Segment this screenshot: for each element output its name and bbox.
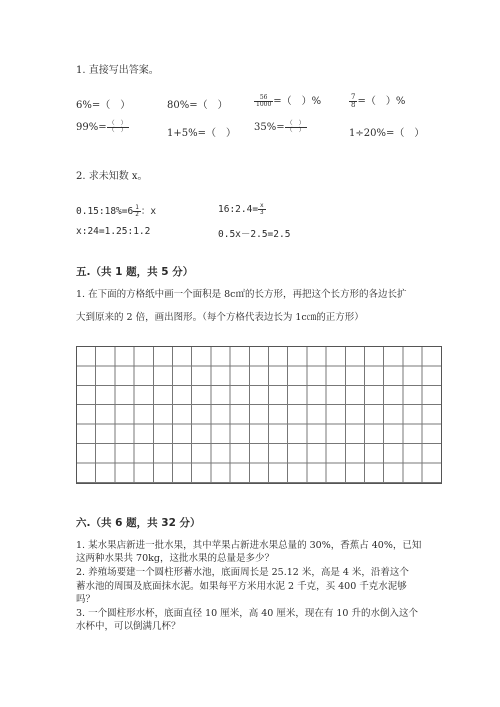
q1-item-2: 80%=（ ） [167,100,228,111]
section-6-line-1: 1. 某水果店新进一批水果，其中苹果占新进水果总量的 30%，香蕉占 40%，已知 [76,540,422,551]
section-6-heading: 六.（共 6 题，共 32 分） [76,517,201,529]
q1-item-6: 1+5%=（ ） [167,128,236,139]
section-5-line-2: 大到原来的 2 倍，画出图形。（每个方格代表边长为 1c㎝的正方形） [76,312,364,323]
q2-title: 2. 求未知数 x。 [76,171,148,182]
fraction: $\frac{x}{3}$ [260,202,264,216]
q1-item-5: 99%= $\frac{( )}{( )}$ [76,120,127,134]
q1-item-1: 6%=（ ） [76,100,131,111]
section-6-line-4: 蓄水池的周围及底面抹水泥。如果每平方米用水泥 2 千克，买 400 千克水泥够 [76,581,407,592]
q1-item-4: $\frac{7}{8}$ =（ ）% [351,93,406,109]
q2-equation-2: 16:2.4= $\frac{x}{3}$ [218,202,264,216]
section-6-line-7: 水杯中，可以倒满几杯？ [76,621,181,632]
fraction: $\frac{7}{8}$ [351,93,356,109]
q2-equation-3: x:24=1.25:1.2 [76,226,151,237]
fraction: $\frac{1}{2}$ [135,204,139,218]
square-grid [76,346,442,484]
q2-equation-1: 0.15:18%=6 $\frac{1}{2}$ ：x [76,204,157,218]
fraction: $\frac{( )}{( )}$ [108,120,127,134]
section-6-line-2: 这两种水果共 70kg，这批水果的总量是多少？ [76,553,274,564]
fraction: $\frac{( )}{( )}$ [286,120,305,134]
q1-item-3: $\frac{56}{1000}$ =（ ）% [256,94,322,108]
section-6-line-3: 2. 养殖场要建一个圆柱形蓄水池，底面周长是 25.12 米，高是 4 米，沿着这个 [76,567,409,578]
section-6-line-5: 吗？ [76,594,96,605]
section-5-heading: 五.（共 1 题，共 5 分） [76,266,194,278]
q1-item-8: 1÷20%=（ ） [349,128,425,139]
fraction: $\frac{56}{1000}$ [256,94,272,108]
section-5-line-1: 1. 在下面的方格纸中画一个面积是 8c㎡的长方形，再把这个长方形的各边长扩 [76,289,407,300]
section-6-line-6: 3. 一个圆柱形水杯，底面直径 10 厘米，高 40 厘米，现在有 10 升的水倒入这个 [76,608,418,619]
q1-item-7: 35%= $\frac{( )}{( )}$ [254,120,305,134]
q2-equation-4: 0.5x－2.5=2.5 [218,229,291,240]
q1-title: 1. 直接写出答案。 [76,65,159,76]
